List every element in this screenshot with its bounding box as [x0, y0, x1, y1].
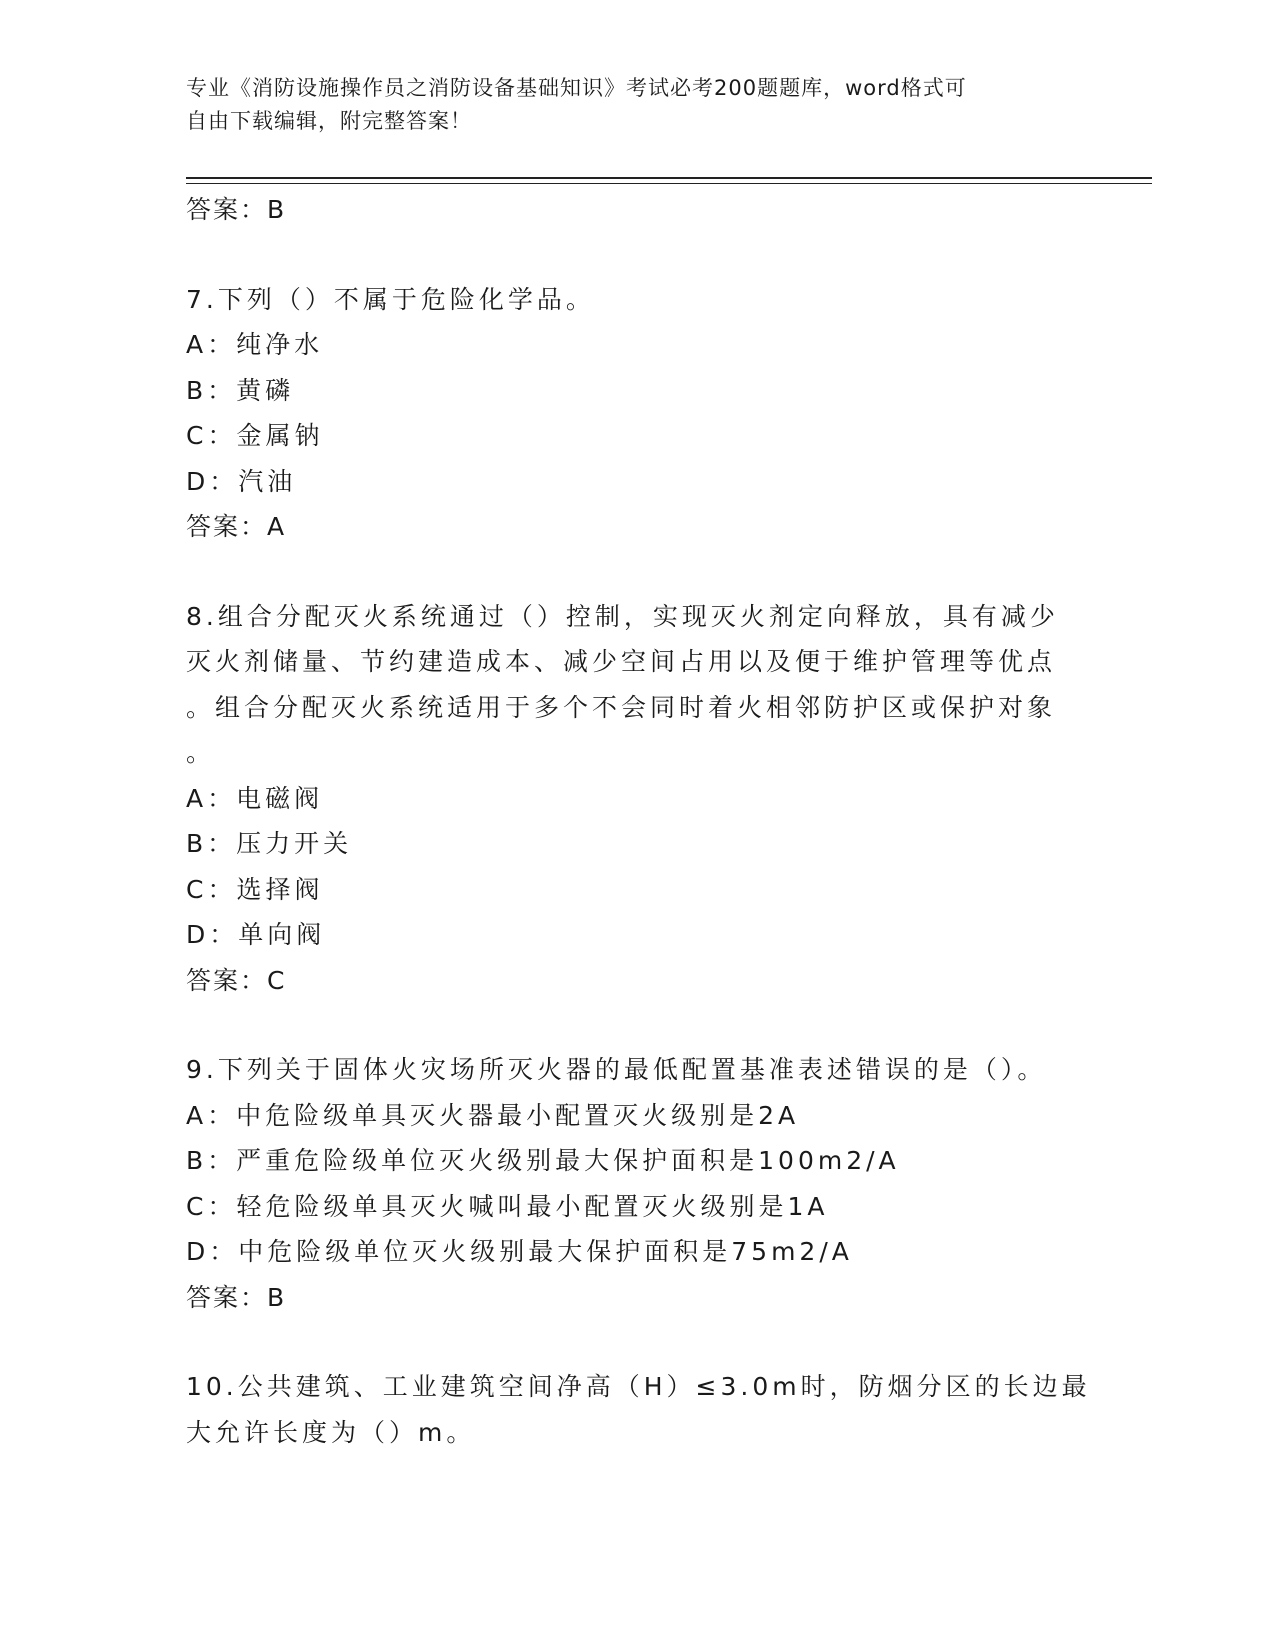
option-c: C：轻危险级单具灭火喊叫最小配置灭火级别是1A — [186, 1191, 829, 1221]
answer-line: 答案：A — [186, 512, 287, 541]
document-body — [186, 187, 1106, 1455]
option-d: D：中危险级单位灭火级别最大保护面积是75m2/A — [186, 1237, 853, 1266]
question-stem: 9.下列关于固体火灾场所灭火器的最低配置基准表述错误的是（）。 — [186, 1055, 1047, 1084]
header-title-line-2: 自由下载编辑，附完整答案！ — [186, 109, 472, 133]
spacer — [186, 1320, 1106, 1364]
answer-line: 答案：B — [186, 195, 287, 224]
document-header — [186, 72, 1066, 138]
question-9 — [186, 1047, 1106, 1320]
header-divider-thin — [186, 183, 1152, 184]
option-b: B：严重危险级单位灭火级别最大保护面积是100m2/A — [186, 1146, 900, 1175]
option-d: D：汽油 — [186, 466, 297, 496]
question-stem: 10.公共建筑、工业建筑空间净高（H）≤3.0m时，防烟分区的长边最 — [186, 1372, 1091, 1401]
option-a: A：纯净水 — [186, 330, 324, 359]
option-b: B：压力开关 — [186, 829, 353, 858]
answer-line: 答案：C — [186, 965, 287, 995]
question-7 — [186, 277, 1106, 550]
question-stem: 灭火剂储量、节约建造成本、减少空间占用以及便于维护管理等优点 — [186, 647, 1057, 676]
question-stem: 。 — [186, 738, 216, 767]
header-divider-thick — [186, 177, 1152, 179]
question-stem: 大允许长度为（）m。 — [186, 1417, 476, 1447]
option-d: D：单向阀 — [186, 920, 326, 949]
question-stem: 7.下列（）不属于危险化学品。 — [186, 284, 595, 314]
spacer — [186, 233, 1106, 277]
spacer — [186, 1003, 1106, 1047]
question-stem: 8.组合分配灭火系统通过（）控制，实现灭火剂定向释放，具有减少 — [186, 601, 1059, 631]
option-a: A：电磁阀 — [186, 783, 324, 813]
question-10 — [186, 1364, 1106, 1455]
answer-line: 答案：B — [186, 1282, 287, 1312]
question-stem: 。组合分配灭火系统适用于多个不会同时着火相邻防护区或保护对象 — [186, 692, 1057, 722]
option-c: C：金属钠 — [186, 421, 324, 450]
header-title-line-1: 专业《消防设施操作员之消防设备基础知识》考试必考200题题库，word格式可 — [186, 76, 967, 100]
option-c: C：选择阀 — [186, 874, 324, 904]
option-b: B：黄磷 — [186, 375, 295, 405]
option-a: A：中危险级单具灭火器最小配置灭火级别是2A — [186, 1100, 800, 1130]
spacer — [186, 550, 1106, 594]
question-8 — [186, 594, 1106, 1004]
